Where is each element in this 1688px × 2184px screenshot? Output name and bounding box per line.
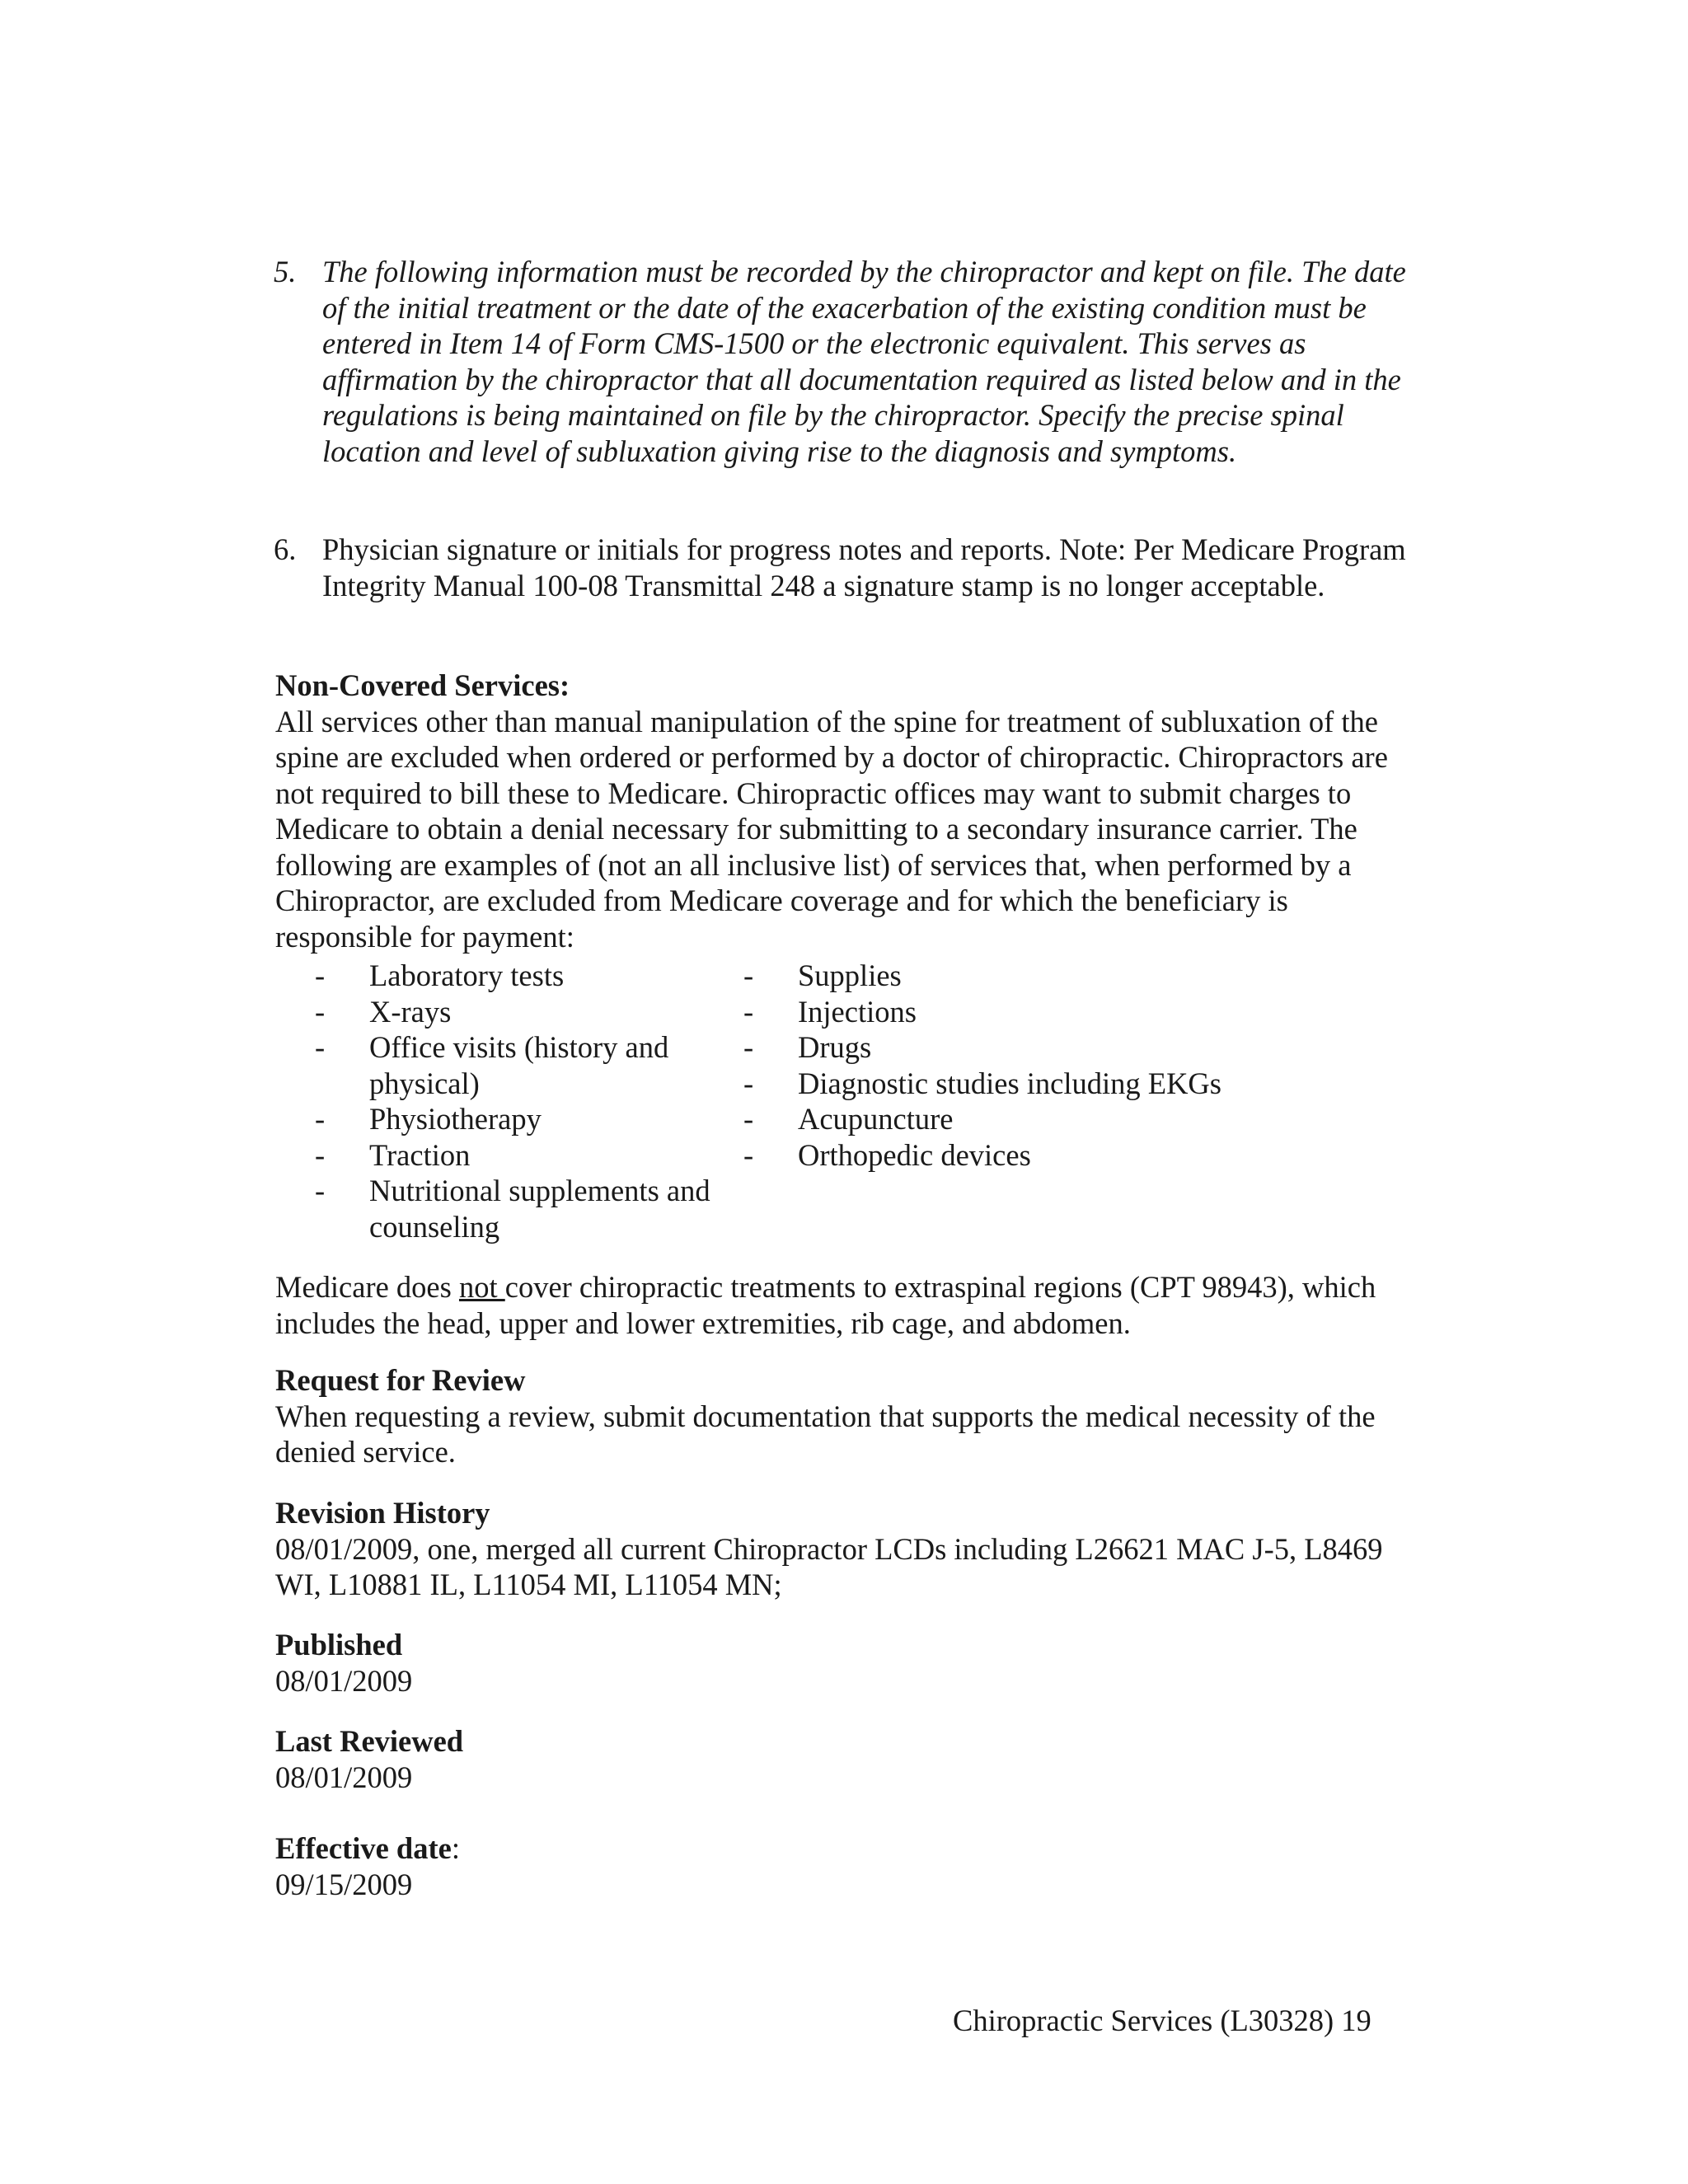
list-item: - Laboratory tests <box>315 958 565 992</box>
list-item: - Physiotherapy <box>315 1102 542 1136</box>
section-heading: Last Reviewed <box>275 1724 464 1758</box>
list-item: - Drugs <box>743 1030 872 1064</box>
section-heading: Request for Review <box>275 1363 526 1397</box>
page-footer: Chiropractic Services (L30328) 19 <box>953 2004 1372 2037</box>
list-item: - Nutritional supplements and counseling <box>315 1174 710 1244</box>
list-item-5 <box>274 254 1411 469</box>
list-item: - Office visits (history and physical) <box>315 1030 669 1100</box>
published-date: 08/01/2009 <box>275 1663 413 1698</box>
effective-date: 09/15/2009 <box>275 1867 413 1901</box>
excluded-list-right <box>743 958 1304 1173</box>
section-heading: Revision History <box>275 1496 490 1530</box>
list-item: - Acupuncture <box>743 1102 954 1136</box>
list-item: - Traction <box>315 1137 471 1172</box>
list-item: - X-rays <box>315 994 452 1029</box>
effective-date-section <box>275 1830 1429 1902</box>
request-review-section <box>275 1362 1429 1470</box>
item-text: Physician signature or initials for progress notes and reports. Note: Per Medicare Program Integrity Manual 100-08 Transmittal 248 a signature stamp is no longer acceptable. <box>322 532 1406 602</box>
list-item: - Orthopedic devices <box>743 1137 1031 1172</box>
section-paragraph: All services other than manual manipulation of the spine for treatment of subluxation of the spine are excluded when ordered or performed by a doctor of chiropractic. Chiropractors are not required to bill these to Medicare. Chiropractic offices may want to submit charges to Medicare to obtain a denial necessary for submitting to a secondary insurance carrier. The following are examples of (not an all inclusive list) of services that, when performed by a Chiropractor, are excluded from Medicare coverage and for which the beneficiary is responsible for payment: <box>275 704 1388 954</box>
revision-history-section <box>275 1495 1429 1603</box>
list-item: - Supplies <box>743 958 902 992</box>
list-item-6 <box>274 532 1411 603</box>
section-heading: Non-Covered Services: <box>275 668 570 702</box>
section-heading: Effective date: <box>275 1831 460 1865</box>
section-heading: Published <box>275 1628 403 1661</box>
last-reviewed-date: 08/01/2009 <box>275 1760 413 1794</box>
emphasis-not: not <box>458 1270 505 1304</box>
list-item: - Diagnostic studies including EKGs <box>743 1066 1221 1100</box>
extraspinal-paragraph: Medicare does not cover chiropractic treatments to extraspinal regions (CPT 98943), which includes the head, upper and lower extremities, rib cage, and abdomen. <box>275 1270 1376 1340</box>
last-reviewed-section <box>275 1723 1429 1795</box>
section-paragraph: 08/01/2009, one, merged all current Chiropractor LCDs including L26621 MAC J-5, L8469 WI, L10881 IL, L11054 MI, L11054 MN; <box>275 1531 1383 1601</box>
excluded-list-left <box>315 958 710 1244</box>
published-section <box>275 1627 1429 1699</box>
item-text: The following information must be recorded by the chiropractor and kept on file. The date of the initial treatment or the date of the exacerbation of the existing condition must be entered in Item 14 of Form CMS-1500 or the electronic equivalent. This serves as affirmation by the chiropractor that all documentation required as listed below and in the regulations is being maintained on file by the chiropractor. Specify the precise spinal location and level of subluxation giving rise to the diagnosis and symptoms. <box>322 255 1406 468</box>
non-covered-section <box>275 668 1429 954</box>
item-number: 5. <box>274 255 297 288</box>
item-number: 6. <box>274 532 297 566</box>
list-item: - Injections <box>743 994 917 1029</box>
section-paragraph: When requesting a review, submit documentation that supports the medical necessity of the denied service. <box>275 1399 1376 1469</box>
